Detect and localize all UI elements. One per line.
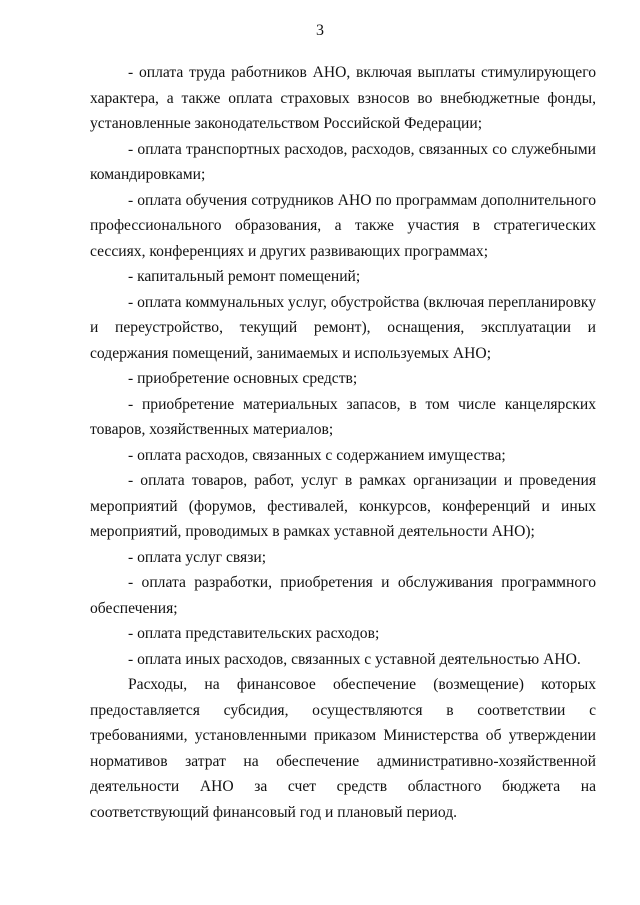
list-item-software: - оплата разработки, приобретения и обслуживания программного обеспечения;	[90, 574, 596, 617]
closing-paragraph: Расходы, на финансовое обеспечение (возмещение) которых предоставляется субсидия, осуществляются в соответствии с требованиями, установленными приказом Министерства об утверждении нормативов затрат на обеспечение административно-хозяйственной деятельности АНО за счет средств областного бюджета на соответствующий финансовый год и плановый период.	[90, 676, 596, 821]
list-item-other-expenses: - оплата иных расходов, связанных с уставной деятельностью АНО.	[128, 650, 581, 668]
list-item-transport-expenses: - оплата транспортных расходов, расходов, связанных со служебными командировками;	[90, 140, 596, 183]
list-item-labor-payment: - оплата труда работников АНО, включая выплаты стимулирующего характера, а также оплата страховых взносов во внебюджетные фонды, установленные законодательством Российской Федерации;	[90, 64, 596, 132]
list-item-fixed-assets: - приобретение основных средств;	[128, 370, 358, 387]
list-item-staff-training: - оплата обучения сотрудников АНО по программам дополнительного профессионального образования, а также участия в стратегических сессиях, конференциях и других развивающих программах;	[90, 191, 596, 260]
list-item-utilities: - оплата коммунальных услуг, обустройства (включая перепланировку и переустройство, текущий ремонт), оснащения, эксплуатации и содержания помещений, занимаемых и используемых АНО;	[90, 293, 596, 362]
list-item-capital-repair: - капитальный ремонт помещений;	[128, 268, 361, 285]
document-body	[90, 60, 596, 825]
list-item-representation: - оплата представительских расходов;	[128, 625, 380, 642]
list-item-material-stocks: - приобретение материальных запасов, в том числе канцелярских товаров, хозяйственных материалов;	[90, 395, 596, 438]
list-item-property-maintenance: - оплата расходов, связанных с содержанием имущества;	[128, 446, 506, 464]
list-item-communication: - оплата услуг связи;	[128, 548, 267, 566]
page-number: 3	[316, 22, 324, 39]
list-item-events: - оплата товаров, работ, услуг в рамках организации и проведения мероприятий (форумов, фестивалей, конкурсов, конференций и иных мероприятий, проводимых в рамках уставной деятельности АНО);	[90, 472, 596, 540]
